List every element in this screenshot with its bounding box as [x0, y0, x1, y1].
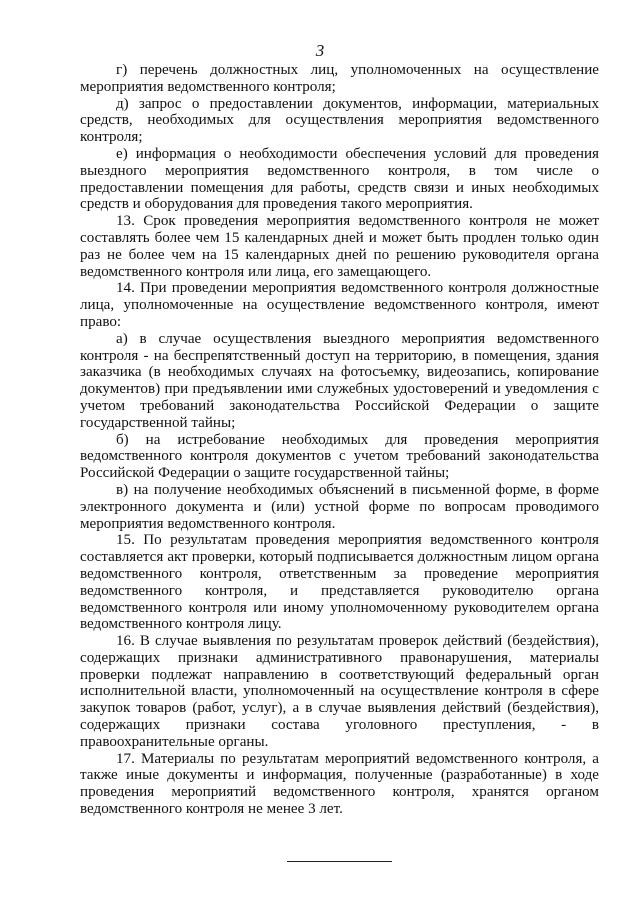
paragraph-item-d: д) запрос о предоставлении документов, информации, материальных средств, необходимых для осуществления мероприятия ведомственного контроля;	[80, 95, 599, 146]
paragraph-14-item-b: б) на истребование необходимых для проведения мероприятия ведомственного контроля документов с учетом требований законодательства Российской Федерации о защите государственной тайны;	[80, 431, 599, 482]
paragraph-item-g: г) перечень должностных лиц, уполномоченных на осуществление мероприятия ведомственного контроля;	[80, 62, 599, 95]
paragraph-item-e: е) информация о необходимости обеспечения условий для проведения выездного мероприятия ведомственного контроля, в том числе о предоставлении помещения для работы, средств связи и иных необходимых средств и оборудования для проведения такого мероприятия.	[80, 145, 599, 213]
paragraph-17: 17. Материалы по результатам мероприятий ведомственного контроля, а также иные документы и информация, полученные (разработанные) в ходе проведения мероприятий ведомственного контроля, хранятся органом ведомственного контроля не менее 3 лет.	[80, 750, 599, 818]
paragraph-14: 14. При проведении мероприятия ведомственного контроля должностные лица, уполномоченные на осуществление ведомственного контроля, имеют право:	[80, 280, 599, 330]
document-body	[80, 62, 599, 818]
paragraph-13: 13. Срок проведения мероприятия ведомственного контроля не может составлять более чем 15 календарных дней и может быть продлен только один раз не более чем на 15 календарных дней по решению руководителя органа ведомственного контроля или лица, его замещающего.	[80, 213, 599, 280]
end-divider-line	[287, 861, 392, 862]
paragraph-16: 16. В случае выявления по результатам проверок действий (бездействия), содержащих признаки административного правонарушения, материалы проверки подлежат направлению в соответствующий федеральный орган исполнительной власти, уполномоченный на осуществление контроля в сфере закупок товаров (работ, услуг), а в случае выявления действий (бездействия), содержащих признаки состава уголовного преступления, - в правоохранительные органы.	[80, 633, 599, 750]
paragraph-15: 15. По результатам проведения мероприятия ведомственного контроля составляется акт проверки, который подписывается должностным лицом органа ведомственного контроля, ответственным за проведение мероприятия ведомственного контроля, и представляется руководителю органа ведомственного контроля или иному уполномоченному руководителем органа ведомственного контроля лицу.	[80, 532, 599, 633]
paragraph-14-item-v: в) на получение необходимых объяснений в письменной форме, в форме электронного документа и (или) устной форме по вопросам проводимого мероприятия ведомственного контроля.	[80, 481, 599, 532]
paragraph-14-item-a: а) в случае осуществления выездного мероприятия ведомственного контроля - на беспрепятственный доступ на территорию, в помещения, здания заказчика (в необходимых случаях на фотосъемку, видеозапись, копирование документов) при предъявлении ими служебных удостоверений и уведомления с учетом требований законодательства Российской Федерации о защите государственной тайны;	[80, 330, 599, 431]
page-number: 3	[315, 41, 325, 60]
